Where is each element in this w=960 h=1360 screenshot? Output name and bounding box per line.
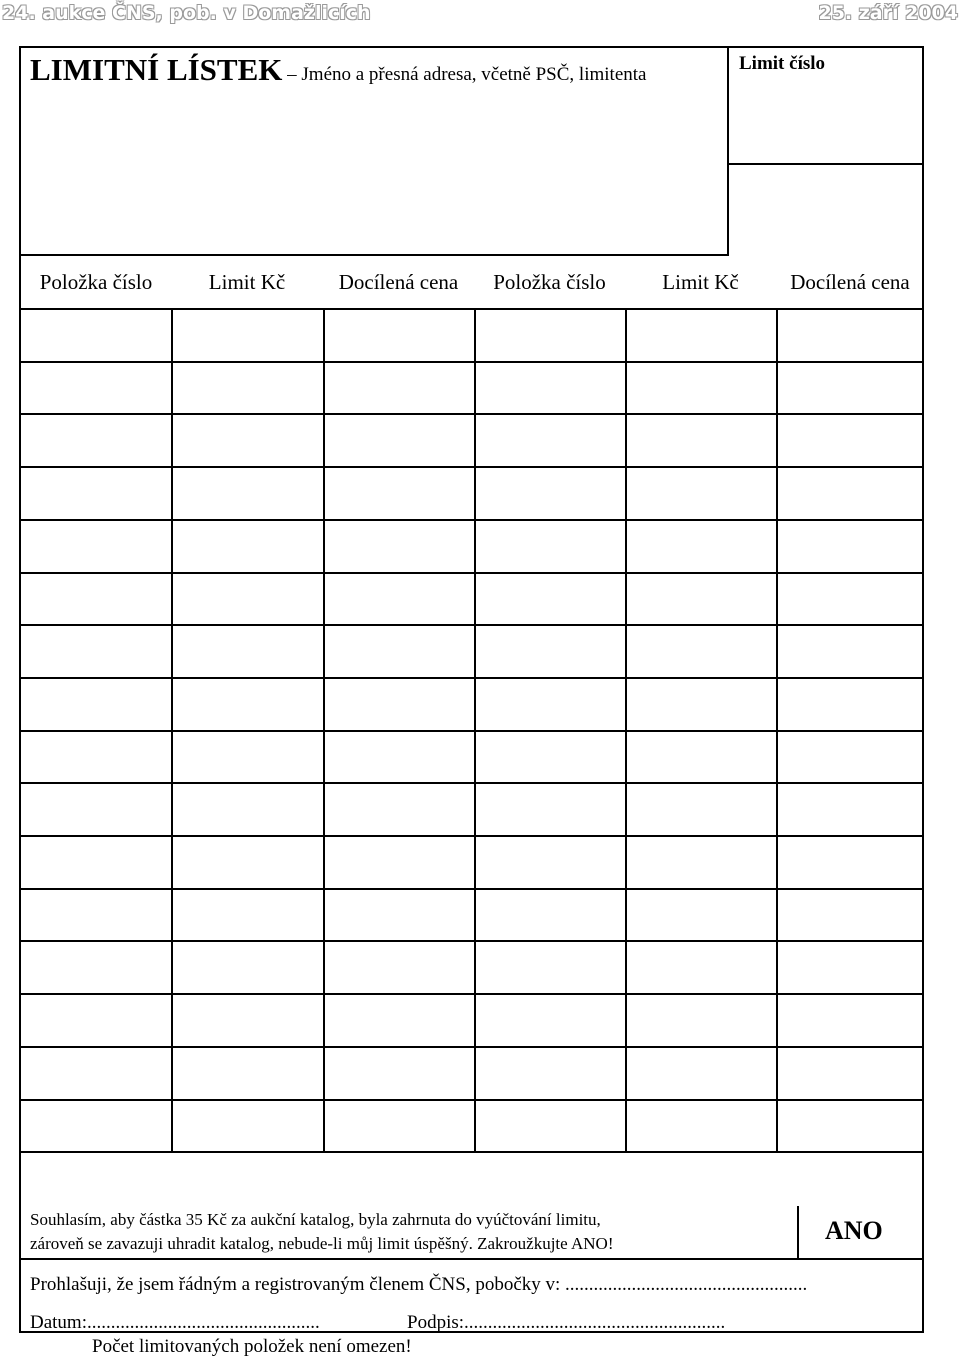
table-cell[interactable] — [323, 677, 474, 730]
table-cell[interactable] — [776, 361, 924, 414]
table-cell[interactable] — [474, 677, 625, 730]
col-header-item-number-2: Položka číslo — [493, 270, 606, 294]
table-cell[interactable] — [474, 835, 625, 888]
table-cell[interactable] — [776, 993, 924, 1046]
table-cell[interactable] — [776, 572, 924, 625]
table-cell[interactable] — [625, 519, 776, 572]
unlimited-items-note: Počet limitovaných položek není omezen! — [92, 1336, 412, 1357]
consent-text — [30, 1208, 614, 1256]
date-field[interactable]: Datum:................................................. — [30, 1312, 320, 1333]
table-cell[interactable] — [323, 993, 474, 1046]
table-cell[interactable] — [171, 361, 323, 414]
table-cell[interactable] — [21, 1099, 171, 1152]
table-cell[interactable] — [171, 519, 323, 572]
table-cell[interactable] — [171, 1099, 323, 1152]
table-cell[interactable] — [776, 519, 924, 572]
table-cell[interactable] — [21, 835, 171, 888]
table-cell[interactable] — [323, 413, 474, 466]
table-cell[interactable] — [21, 413, 171, 466]
table-cell[interactable] — [474, 730, 625, 783]
consent-line-2: zároveň se zavazuji uhradit katalog, nebude-li můj limit úspěšný. Zakroužkujte ANO! — [30, 1234, 614, 1253]
table-cell[interactable] — [625, 308, 776, 361]
table-cell[interactable] — [323, 730, 474, 783]
table-cell[interactable] — [171, 730, 323, 783]
table-cell[interactable] — [474, 624, 625, 677]
table-cell[interactable] — [323, 1046, 474, 1099]
table-cell[interactable] — [21, 993, 171, 1046]
table-cell[interactable] — [625, 782, 776, 835]
table-cell[interactable] — [171, 308, 323, 361]
table-cell[interactable] — [776, 940, 924, 993]
table-cell[interactable] — [323, 835, 474, 888]
table-cell[interactable] — [171, 835, 323, 888]
col-header-limit-1: Limit Kč — [208, 270, 286, 294]
form-subtitle: – Jméno a přesná adresa, včetně PSČ, limitenta — [282, 64, 647, 85]
col-header-item-number-1: Položka číslo — [39, 270, 153, 294]
table-cell[interactable] — [323, 361, 474, 414]
table-cell[interactable] — [323, 782, 474, 835]
table-cell[interactable] — [474, 413, 625, 466]
table-cell[interactable] — [776, 835, 924, 888]
table-cell[interactable] — [776, 1046, 924, 1099]
table-cell[interactable] — [474, 1099, 625, 1152]
table-cell[interactable] — [171, 677, 323, 730]
table-cell[interactable] — [625, 835, 776, 888]
limit-number-label: Limit číslo — [739, 53, 826, 74]
table-cell[interactable] — [776, 888, 924, 941]
table-cell[interactable] — [171, 993, 323, 1046]
table-cell[interactable] — [323, 1099, 474, 1152]
table-cell[interactable] — [474, 1046, 625, 1099]
table-cell[interactable] — [323, 888, 474, 941]
table-cell[interactable] — [474, 993, 625, 1046]
ano-box[interactable] — [797, 1206, 926, 1258]
table-cell[interactable] — [323, 940, 474, 993]
table-cell[interactable] — [21, 1046, 171, 1099]
table-cell[interactable] — [323, 466, 474, 519]
table-cell[interactable] — [171, 466, 323, 519]
table-cell[interactable] — [171, 1046, 323, 1099]
header-event-title: 24. aukce ČNS, pob. v Domažlicích — [2, 2, 371, 24]
table-cell[interactable] — [474, 782, 625, 835]
table-cell[interactable] — [625, 413, 776, 466]
table-cell[interactable] — [171, 624, 323, 677]
table-cell[interactable] — [474, 888, 625, 941]
row-divider — [21, 1151, 924, 1153]
table-cell[interactable] — [21, 730, 171, 783]
table-cell[interactable] — [625, 1046, 776, 1099]
header-date: 25. září 2004 — [818, 2, 958, 24]
table-cell[interactable] — [21, 572, 171, 625]
table-cell[interactable] — [21, 940, 171, 993]
table-cell[interactable] — [323, 519, 474, 572]
table-cell[interactable] — [776, 413, 924, 466]
consent-line-1: Souhlasím, aby částka 35 Kč za aukční katalog, byla zahrnuta do vyúčtování limitu, — [30, 1210, 601, 1229]
limit-number-box[interactable] — [729, 48, 924, 254]
table-cell[interactable] — [21, 466, 171, 519]
col-header-limit-2: Limit Kč — [662, 270, 739, 294]
table-cell[interactable] — [474, 940, 625, 993]
table-cell[interactable] — [21, 888, 171, 941]
table-cell[interactable] — [776, 1099, 924, 1152]
table-cell[interactable] — [625, 888, 776, 941]
table-cell[interactable] — [171, 940, 323, 993]
table-cell[interactable] — [474, 572, 625, 625]
table-cell[interactable] — [21, 519, 171, 572]
table-cell[interactable] — [625, 624, 776, 677]
table-cell[interactable] — [625, 466, 776, 519]
col-header-price-1: Docílená cena — [338, 270, 459, 294]
table-cell[interactable] — [21, 308, 171, 361]
table-cell[interactable] — [474, 361, 625, 414]
col-header-price-2: Docílená cena — [790, 270, 910, 294]
table-cell[interactable] — [625, 677, 776, 730]
form-title: LIMITNÍ LÍSTEK — [30, 52, 283, 87]
table-cell[interactable] — [171, 413, 323, 466]
table-cell[interactable] — [776, 782, 924, 835]
table-cell[interactable] — [474, 519, 625, 572]
table-cell[interactable] — [776, 677, 924, 730]
table-cell[interactable] — [776, 624, 924, 677]
table-cell[interactable] — [776, 466, 924, 519]
name-address-box[interactable] — [21, 48, 729, 256]
table-cell[interactable] — [625, 993, 776, 1046]
ano-option[interactable]: ANO — [825, 1216, 883, 1245]
signature-field[interactable]: Podpis:....................................................... — [407, 1312, 726, 1333]
table-cell[interactable] — [323, 308, 474, 361]
table-cell[interactable] — [21, 782, 171, 835]
table-cell[interactable] — [171, 782, 323, 835]
table-cell[interactable] — [21, 624, 171, 677]
table-cell[interactable] — [625, 730, 776, 783]
table-cell[interactable] — [474, 308, 625, 361]
table-cell[interactable] — [625, 940, 776, 993]
table-cell[interactable] — [625, 361, 776, 414]
table-cell[interactable] — [323, 572, 474, 625]
table-cell[interactable] — [625, 572, 776, 625]
table-cell[interactable] — [21, 677, 171, 730]
limit-form — [19, 46, 924, 1333]
table-cell[interactable] — [776, 308, 924, 361]
table-cell[interactable] — [21, 361, 171, 414]
table-cell[interactable] — [171, 572, 323, 625]
limit-number-divider — [729, 163, 924, 165]
table-cell[interactable] — [776, 730, 924, 783]
table-cell[interactable] — [625, 1099, 776, 1152]
table-cell[interactable] — [474, 466, 625, 519]
table-cell[interactable] — [323, 624, 474, 677]
footer-divider — [21, 1258, 924, 1260]
membership-declaration[interactable]: Prohlašuji, že jsem řádným a registrovaným členem ČNS, pobočky v: ................................................... — [30, 1274, 808, 1295]
table-cell[interactable] — [171, 888, 323, 941]
